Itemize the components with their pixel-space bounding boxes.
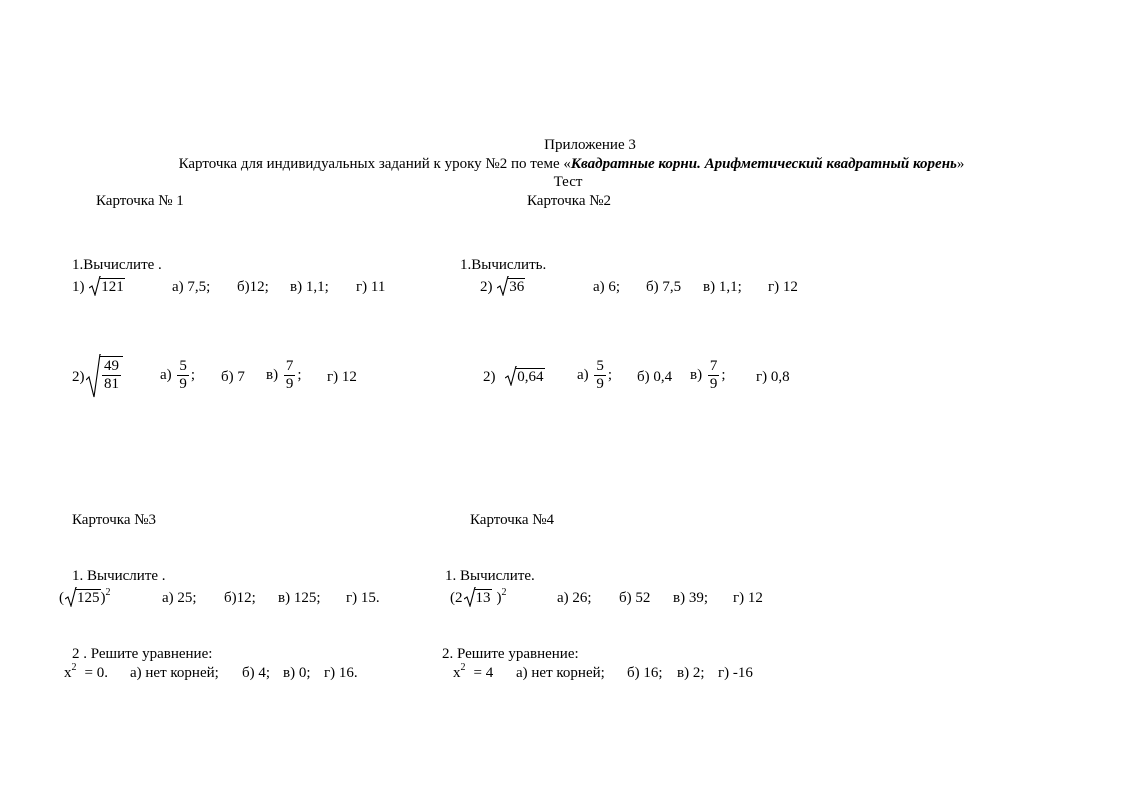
- semicolon: ;: [297, 367, 302, 383]
- caption-topic: Квадратные корни. Арифметический квадратный корень: [570, 156, 957, 172]
- radicand: 125: [77, 590, 100, 606]
- caption: [0, 155, 1123, 173]
- card1-task2-answer-c: [266, 358, 302, 393]
- denominator: 9: [709, 376, 718, 392]
- card4-task1-answer-d: г) 12: [733, 590, 763, 606]
- card1-task1-title: 1.Вычислите .: [72, 257, 162, 273]
- appendix-label: Приложение 3: [544, 137, 636, 153]
- numerator: 5: [596, 358, 604, 374]
- card3-task2-answer-a: а) нет корней;: [130, 665, 219, 681]
- card2-task2-answer-d: г) 0,8: [756, 369, 790, 385]
- card2-task2-answer-c: [690, 358, 726, 393]
- semicolon: ;: [190, 367, 196, 383]
- card3-task2-answer-d: г) 16.: [324, 665, 358, 681]
- card4-task2-answer-a: а) нет корней;: [516, 665, 605, 681]
- sqrt-125: [65, 589, 101, 607]
- answer-prefix: а): [577, 367, 589, 383]
- sqrt-36: [497, 278, 525, 296]
- card2-title: Карточка №2: [527, 193, 612, 209]
- exponent: 2: [71, 662, 77, 673]
- radicand: 121: [101, 279, 124, 295]
- card3-task1-answer-b: б)12;: [224, 590, 256, 606]
- sqrt-fraction-49-81: [86, 356, 123, 393]
- card1-task1-row: [72, 278, 125, 296]
- card4-task1-expr: [450, 589, 507, 607]
- open-paren: (2: [450, 590, 463, 606]
- card4-task2-equation: [453, 664, 493, 682]
- card1-task1-label: 1): [72, 279, 85, 295]
- card2-task1-answer-b: б) 7,5: [646, 279, 682, 295]
- card2-task2-label: 2): [483, 369, 496, 385]
- card2-task1-label: 2): [480, 279, 493, 295]
- card4-task2-answer-d: г) -16: [718, 665, 753, 681]
- semicolon: ;: [721, 367, 726, 383]
- card1-task1-answer-b: б)12;: [237, 279, 269, 295]
- card3-task2-answer-c: в) 0;: [283, 665, 311, 681]
- card1-title: Карточка № 1: [96, 193, 184, 209]
- numerator: 5: [179, 358, 187, 374]
- numerator: 7: [285, 358, 294, 374]
- card4-task1-answer-b: б) 52: [619, 590, 651, 606]
- close-paren: ): [100, 590, 106, 606]
- radicand: 13: [475, 590, 491, 606]
- card1-task1-answer-a: а) 7,5;: [172, 279, 211, 295]
- denominator: 81: [104, 376, 119, 392]
- card2-task2-row: [483, 368, 545, 386]
- card1-task2-answer-d: г) 12: [327, 369, 357, 385]
- open-paren: (: [59, 590, 64, 606]
- semicolon: ;: [607, 367, 613, 383]
- card2-task2-answer-a: [577, 358, 612, 393]
- card2-task1-title: 1.Вычислить.: [460, 257, 547, 273]
- sqrt-0-64: [505, 368, 544, 386]
- card3-task1-answer-a: а) 25;: [162, 590, 197, 606]
- sqrt-121: [89, 278, 125, 296]
- close-paren: ): [496, 590, 502, 606]
- card1-task2-answer-a: [160, 358, 195, 393]
- card1-task2-answer-b: б) 7: [221, 369, 245, 385]
- caption-suffix: »: [956, 156, 965, 172]
- answer-prefix: а): [160, 367, 172, 383]
- card3-title: Карточка №3: [72, 512, 157, 528]
- card4-task2-answer-c: в) 2;: [677, 665, 705, 681]
- answer-prefix: в): [266, 367, 279, 383]
- card2-task1-answer-c: в) 1,1;: [703, 279, 742, 295]
- card3-task1-answer-c: в) 125;: [278, 590, 321, 606]
- card2-task1-answer-d: г) 12: [768, 279, 798, 295]
- card1-task1-answer-d: г) 11: [356, 279, 386, 295]
- exponent: 2: [501, 587, 507, 598]
- equation-rhs: = 4: [473, 665, 494, 681]
- denominator: 9: [179, 376, 187, 392]
- variable: x: [64, 665, 72, 681]
- equation-rhs: = 0.: [84, 665, 108, 681]
- numerator: 49: [104, 358, 119, 374]
- radicand: 0,64: [517, 369, 544, 385]
- card3-task2-equation: [64, 664, 108, 682]
- numerator: 7: [709, 358, 718, 374]
- card2-task1-answer-a: а) 6;: [593, 279, 621, 295]
- radicand: 36: [509, 279, 525, 295]
- exponent: 2: [460, 662, 466, 673]
- card2-task2-answer-b: б) 0,4: [637, 369, 673, 385]
- card3-task2-title: 2 . Решите уравнение:: [72, 646, 213, 662]
- card4-task1-answer-c: в) 39;: [673, 590, 708, 606]
- answer-prefix: в): [690, 367, 703, 383]
- denominator: 9: [596, 376, 604, 392]
- card4-task1-answer-a: а) 26;: [557, 590, 592, 606]
- card1-task2-label: 2): [72, 369, 85, 385]
- variable: x: [453, 665, 461, 681]
- card3-task2-answer-b: б) 4;: [242, 665, 271, 681]
- card2-task1-row: [480, 278, 525, 296]
- card3-task1-answer-d: г) 15.: [346, 590, 380, 606]
- denominator: 9: [285, 376, 294, 392]
- exponent: 2: [105, 587, 111, 598]
- card4-task2-answer-b: б) 16;: [627, 665, 663, 681]
- card4-task1-title: 1. Вычислите.: [445, 568, 535, 584]
- card1-task1-answer-c: в) 1,1;: [290, 279, 329, 295]
- sqrt-13: [464, 589, 492, 607]
- caption-prefix: Карточка для индивидуальных заданий к уроку №2 по теме «: [178, 156, 571, 172]
- card3-task1-expr: [59, 589, 111, 607]
- card4-title: Карточка №4: [470, 512, 555, 528]
- card3-task1-title: 1. Вычислите .: [72, 568, 166, 584]
- test-label: Тест: [553, 174, 583, 190]
- card4-task2-title: 2. Решите уравнение:: [442, 646, 579, 662]
